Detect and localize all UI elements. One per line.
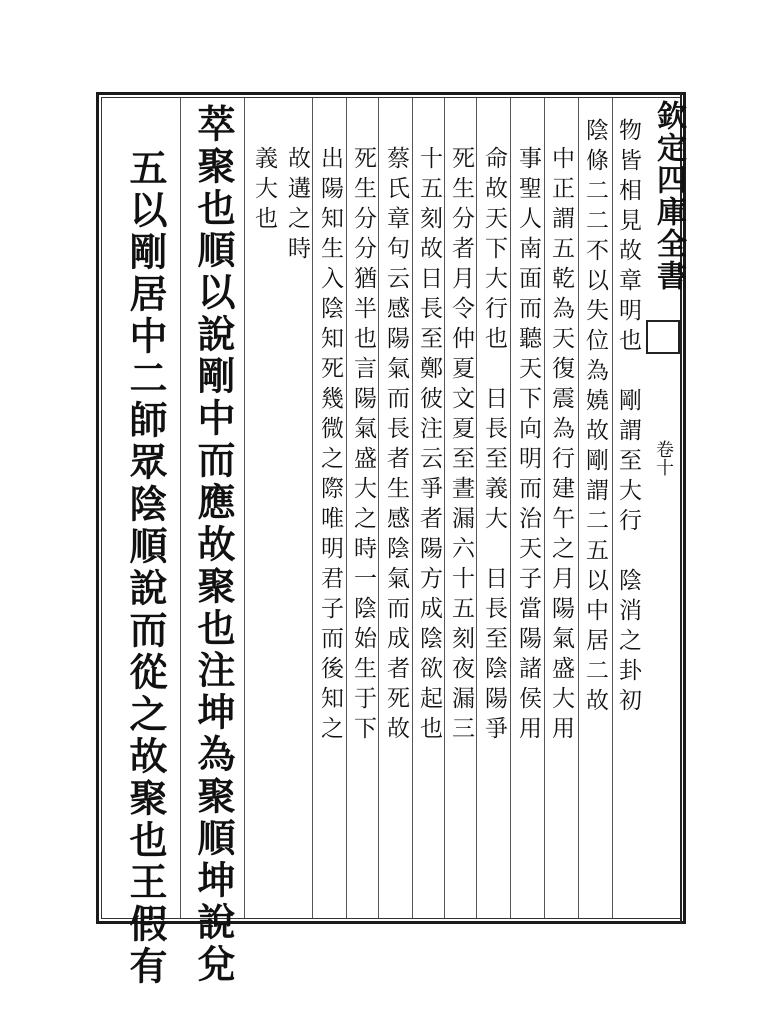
- text-column: 蔡氏章句云感陽氣而長者生感陰氣而成者死故: [383, 146, 409, 746]
- column-rule: [378, 98, 379, 918]
- text-column: 死生分者月令仲夏文夏至晝漏六十五刻夜漏三: [448, 146, 474, 746]
- main-text-column: 萃聚也順以說剛中而應故聚也注坤為聚順坤說兌: [191, 104, 236, 986]
- text-column: 事聖人南面而聽天下向明而治天子當陽諸侯用: [515, 146, 541, 746]
- column-rule: [476, 98, 477, 918]
- column-rule: [510, 98, 511, 918]
- text-column: 中正謂五乾為天復震為行建午之月陽氣盛大用: [548, 146, 574, 746]
- text-column: 死生分分猶半也言陽氣盛大之時一陰始生于下: [350, 146, 376, 746]
- text-column: 故遘之時: [284, 146, 310, 266]
- text-column: 十五刻故日長至鄭彼注云爭者陽方成陰欲起也: [416, 146, 442, 746]
- column-rule: [180, 98, 181, 918]
- column-rule: [312, 98, 313, 918]
- column-rule: [612, 98, 613, 918]
- column-rule: [578, 98, 579, 918]
- volume-label: 卷十: [653, 440, 674, 476]
- text-column: 物皆相見故章明也 剛謂至大行 陰消之卦初: [615, 118, 641, 718]
- column-rule: [544, 98, 545, 918]
- column-rule: [444, 98, 445, 918]
- seal-stamp: [646, 320, 680, 354]
- text-column: 出陽知生入陰知死幾微之際唯明君子而後知之: [317, 146, 343, 746]
- main-text-column: 五以剛居中二師眾陰順說而從之故聚也王假有: [123, 148, 168, 988]
- text-column: 命故天下大行也 日長至義大 日長至陰陽爭: [481, 146, 507, 746]
- book-title: 欽定四庫全書: [651, 100, 686, 292]
- text-column: 陰條二二不以失位為嬈故剛謂二五以中居二故: [582, 118, 608, 718]
- text-column: 義大也: [251, 146, 277, 236]
- column-rule: [244, 98, 245, 918]
- column-rule: [346, 98, 347, 918]
- column-rule: [412, 98, 413, 918]
